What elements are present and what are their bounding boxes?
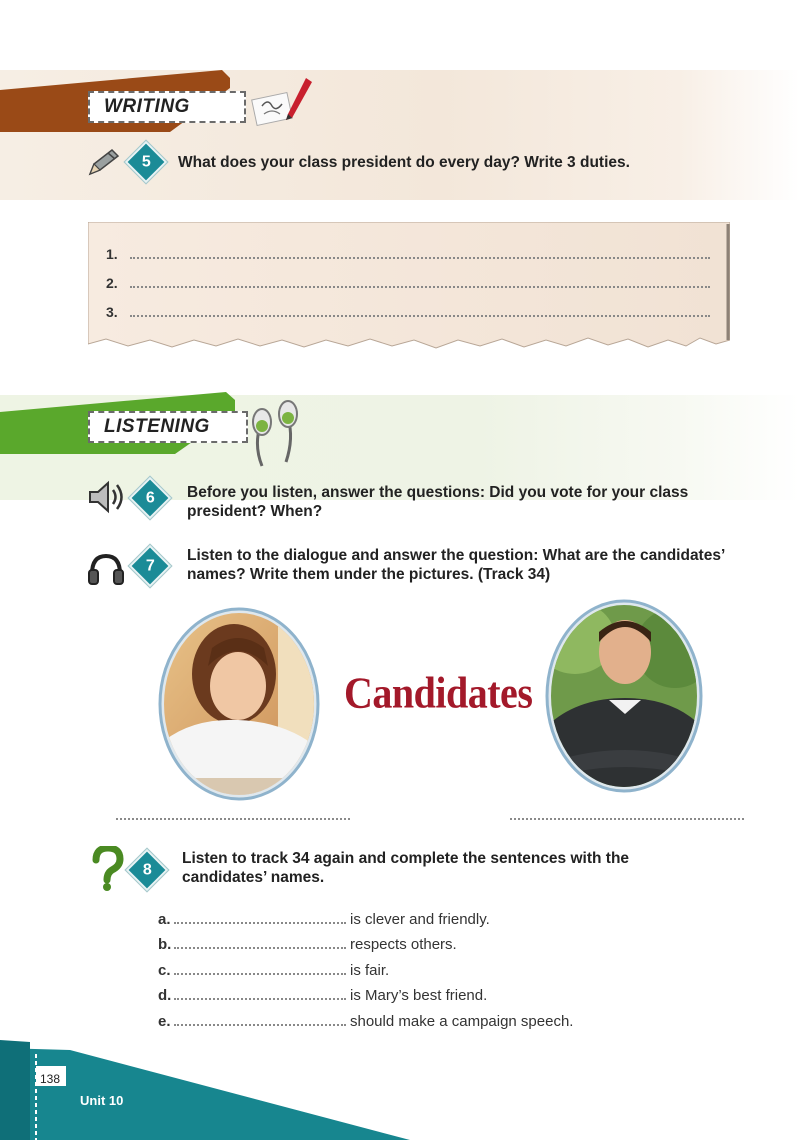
sentence-c-blank[interactable] bbox=[174, 963, 346, 975]
candidate-girl-photo bbox=[158, 606, 320, 802]
candidates-heading: Candidates bbox=[344, 668, 533, 718]
sentence-c: c. is fair. bbox=[158, 961, 390, 979]
sentence-a-blank[interactable] bbox=[174, 912, 346, 924]
question-7-text: Listen to the dialogue and answer the question: What are the candidates’ names? Write them under the pictures. (Track 34) bbox=[187, 547, 725, 583]
question-number-badge: 8 bbox=[126, 849, 168, 891]
sentence-d: d. is Mary’s best friend. bbox=[158, 987, 488, 1004]
earphones-icon bbox=[248, 396, 304, 472]
question-6 bbox=[135, 483, 165, 513]
sentence-d-blank[interactable] bbox=[174, 988, 346, 1000]
writing-section-label: WRITING bbox=[88, 91, 246, 123]
footer-teal-band bbox=[0, 1040, 800, 1140]
sentence-b-blank[interactable] bbox=[174, 937, 346, 949]
question-number-badge: 6 bbox=[129, 477, 171, 519]
answer-line-1[interactable]: 1. bbox=[106, 242, 710, 262]
question-8-text: Listen to track 34 again and complete the sentences with the candidates’ names. bbox=[182, 850, 630, 886]
unit-label: Unit 10 bbox=[80, 1093, 124, 1108]
answer-line-3[interactable]: 3. bbox=[106, 300, 710, 320]
question-number-badge: 7 bbox=[129, 545, 171, 587]
page-number: 138 bbox=[40, 1072, 61, 1086]
question-mark-icon bbox=[90, 846, 124, 892]
question-6-text: Before you listen, answer the questions: Did you vote for your class president? When? bbox=[187, 484, 689, 520]
question-8 bbox=[132, 855, 162, 885]
question-number-badge: 5 bbox=[125, 141, 167, 183]
question-5 bbox=[131, 147, 161, 177]
candidate-boy-photo bbox=[545, 598, 703, 794]
speaker-icon bbox=[88, 480, 126, 514]
pencil-icon bbox=[86, 148, 120, 178]
question-5-text: What does your class president do every day? Write 3 duties. bbox=[178, 154, 630, 171]
sentence-e-blank[interactable] bbox=[174, 1014, 346, 1026]
listening-section-label: LISTENING bbox=[88, 411, 248, 443]
answer-line-2[interactable]: 2. bbox=[106, 271, 710, 291]
notebook-pen-icon bbox=[248, 76, 318, 128]
candidate-2-name-line[interactable] bbox=[510, 816, 744, 820]
completion-sentences bbox=[158, 902, 678, 1030]
sentence-e: e. should make a campaign speech. bbox=[158, 1012, 574, 1030]
headphones-icon bbox=[86, 552, 126, 586]
sentence-b: b. respects others. bbox=[158, 936, 457, 953]
candidate-1-name-line[interactable] bbox=[116, 816, 350, 820]
question-7 bbox=[135, 551, 165, 581]
sentence-a: a. is clever and friendly. bbox=[158, 910, 490, 928]
